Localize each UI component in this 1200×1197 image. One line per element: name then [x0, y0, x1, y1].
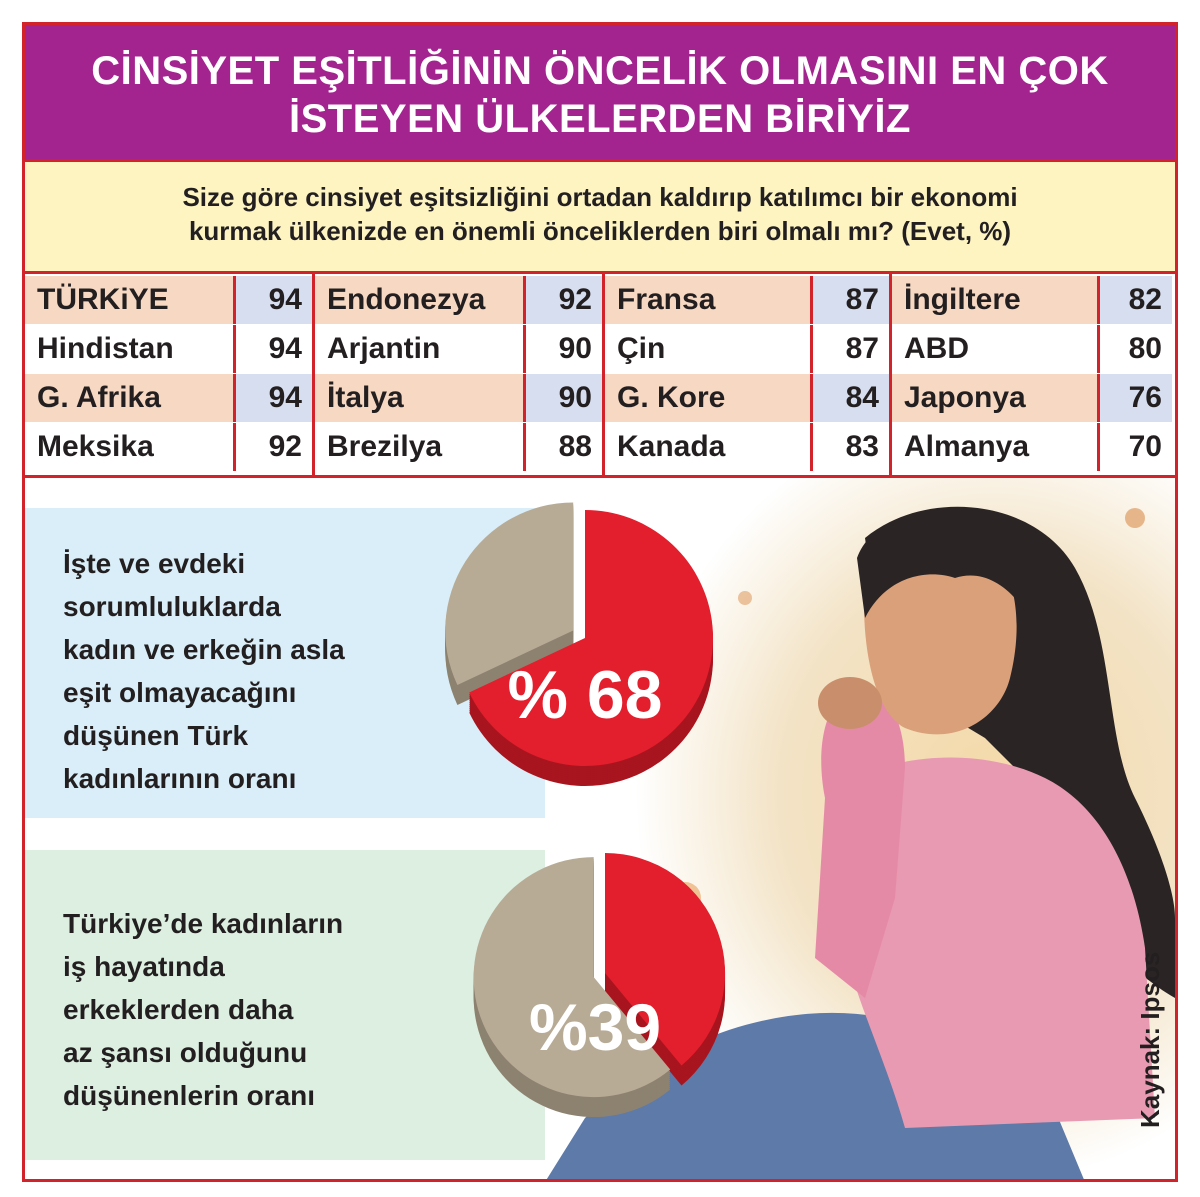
country-value: 88 — [523, 423, 602, 471]
country-value: 94 — [233, 276, 312, 324]
title-bar — [25, 25, 1175, 159]
table-row — [25, 423, 312, 471]
stat-text-line: İşte ve evdeki — [63, 548, 246, 579]
question-line-2: kurmak ülkenizde en önemli önceliklerden biri olmalı mı? (Evet, %) — [188, 216, 1012, 246]
country-value: 94 — [233, 374, 312, 422]
pie-value-label: % 68 — [507, 657, 663, 733]
country-value: 90 — [523, 374, 602, 422]
stat-text-line: kadınlarının oranı — [63, 763, 297, 794]
stat-text-line: iş hayatında — [63, 951, 225, 982]
stat-text-line: kadın ve erkeğin asla — [63, 634, 345, 665]
table-row — [25, 374, 312, 422]
stat-text-line: erkeklerden daha — [63, 994, 294, 1025]
country-value: 70 — [1097, 423, 1172, 471]
country-name: Arjantin — [327, 332, 441, 365]
stat-text-line: eşit olmayacağını — [63, 677, 297, 708]
title-line-1: CİNSİYET EŞİTLİĞİNİN ÖNCELİK OLMASINI EN ÇOK — [91, 49, 1109, 93]
country-value: 83 — [810, 423, 889, 471]
stat-text-line: Türkiye’de kadınların — [63, 908, 344, 939]
country-name: Brezilya — [327, 430, 443, 463]
table-row — [315, 423, 602, 471]
country-value: 76 — [1097, 374, 1172, 422]
country-name: Hindistan — [37, 332, 174, 365]
table-row — [892, 374, 1175, 422]
country-name: İtalya — [315, 374, 523, 422]
country-name: Meksika — [37, 430, 154, 463]
country-name: Almanya — [904, 430, 1030, 463]
table-row — [605, 423, 889, 471]
country-value: 87 — [810, 276, 889, 324]
table-row — [605, 276, 889, 324]
country-name: Fransa — [605, 276, 810, 324]
table-row — [25, 325, 312, 373]
country-value: 84 — [810, 374, 889, 422]
table-column — [892, 274, 1175, 475]
table-row — [605, 325, 889, 373]
lower-section — [25, 475, 1175, 1179]
survey-question — [25, 180, 1175, 248]
stat-1-description — [63, 542, 345, 800]
stat-text-line: düşünen Türk — [63, 720, 249, 751]
country-value: 94 — [233, 325, 312, 373]
question-bar — [25, 159, 1175, 271]
infographic-frame — [22, 22, 1178, 1182]
country-value: 92 — [233, 423, 312, 471]
country-name: Endonezya — [315, 276, 523, 324]
table-row — [315, 276, 602, 324]
country-name: G. Kore — [605, 374, 810, 422]
country-value: 92 — [523, 276, 602, 324]
pie-chart-68 — [435, 498, 755, 808]
country-name: ABD — [904, 332, 969, 365]
country-name: Kanada — [617, 430, 726, 463]
title-line-2: İSTEYEN ÜLKELERDEN BİRİYİZ — [289, 97, 911, 141]
table-row — [892, 325, 1175, 373]
country-value: 82 — [1097, 276, 1172, 324]
pie-value-label: %39 — [528, 990, 662, 1064]
table-column — [25, 274, 315, 475]
table-column — [315, 274, 605, 475]
country-name: TÜRKiYE — [25, 276, 233, 324]
source-credit: Kaynak: Ipsos — [1135, 951, 1165, 1128]
stat-text-line: düşünenlerin oranı — [63, 1080, 316, 1111]
table-row — [892, 423, 1175, 471]
stat-2-description — [63, 902, 343, 1117]
country-results-table — [25, 271, 1175, 475]
country-value: 80 — [1097, 325, 1172, 373]
country-name: Japonya — [892, 374, 1097, 422]
infographic-title — [25, 47, 1175, 143]
pie-chart-39 — [465, 838, 765, 1138]
table-row — [315, 374, 602, 422]
table-column — [605, 274, 892, 475]
country-value: 87 — [810, 325, 889, 373]
table-row — [25, 276, 312, 324]
country-name: Çin — [617, 332, 666, 365]
table-row — [605, 374, 889, 422]
country-name: G. Afrika — [25, 374, 233, 422]
table-row — [315, 325, 602, 373]
question-line-1: Size göre cinsiyet eşitsizliğini ortadan kaldırıp katılımcı bir ekonomi — [182, 182, 1018, 212]
stat-text-line: az şansı olduğunu — [63, 1037, 308, 1068]
stat-text-line: sorumluluklarda — [63, 591, 281, 622]
country-value: 90 — [523, 325, 602, 373]
table-row — [892, 276, 1175, 324]
country-name: İngiltere — [892, 276, 1097, 324]
